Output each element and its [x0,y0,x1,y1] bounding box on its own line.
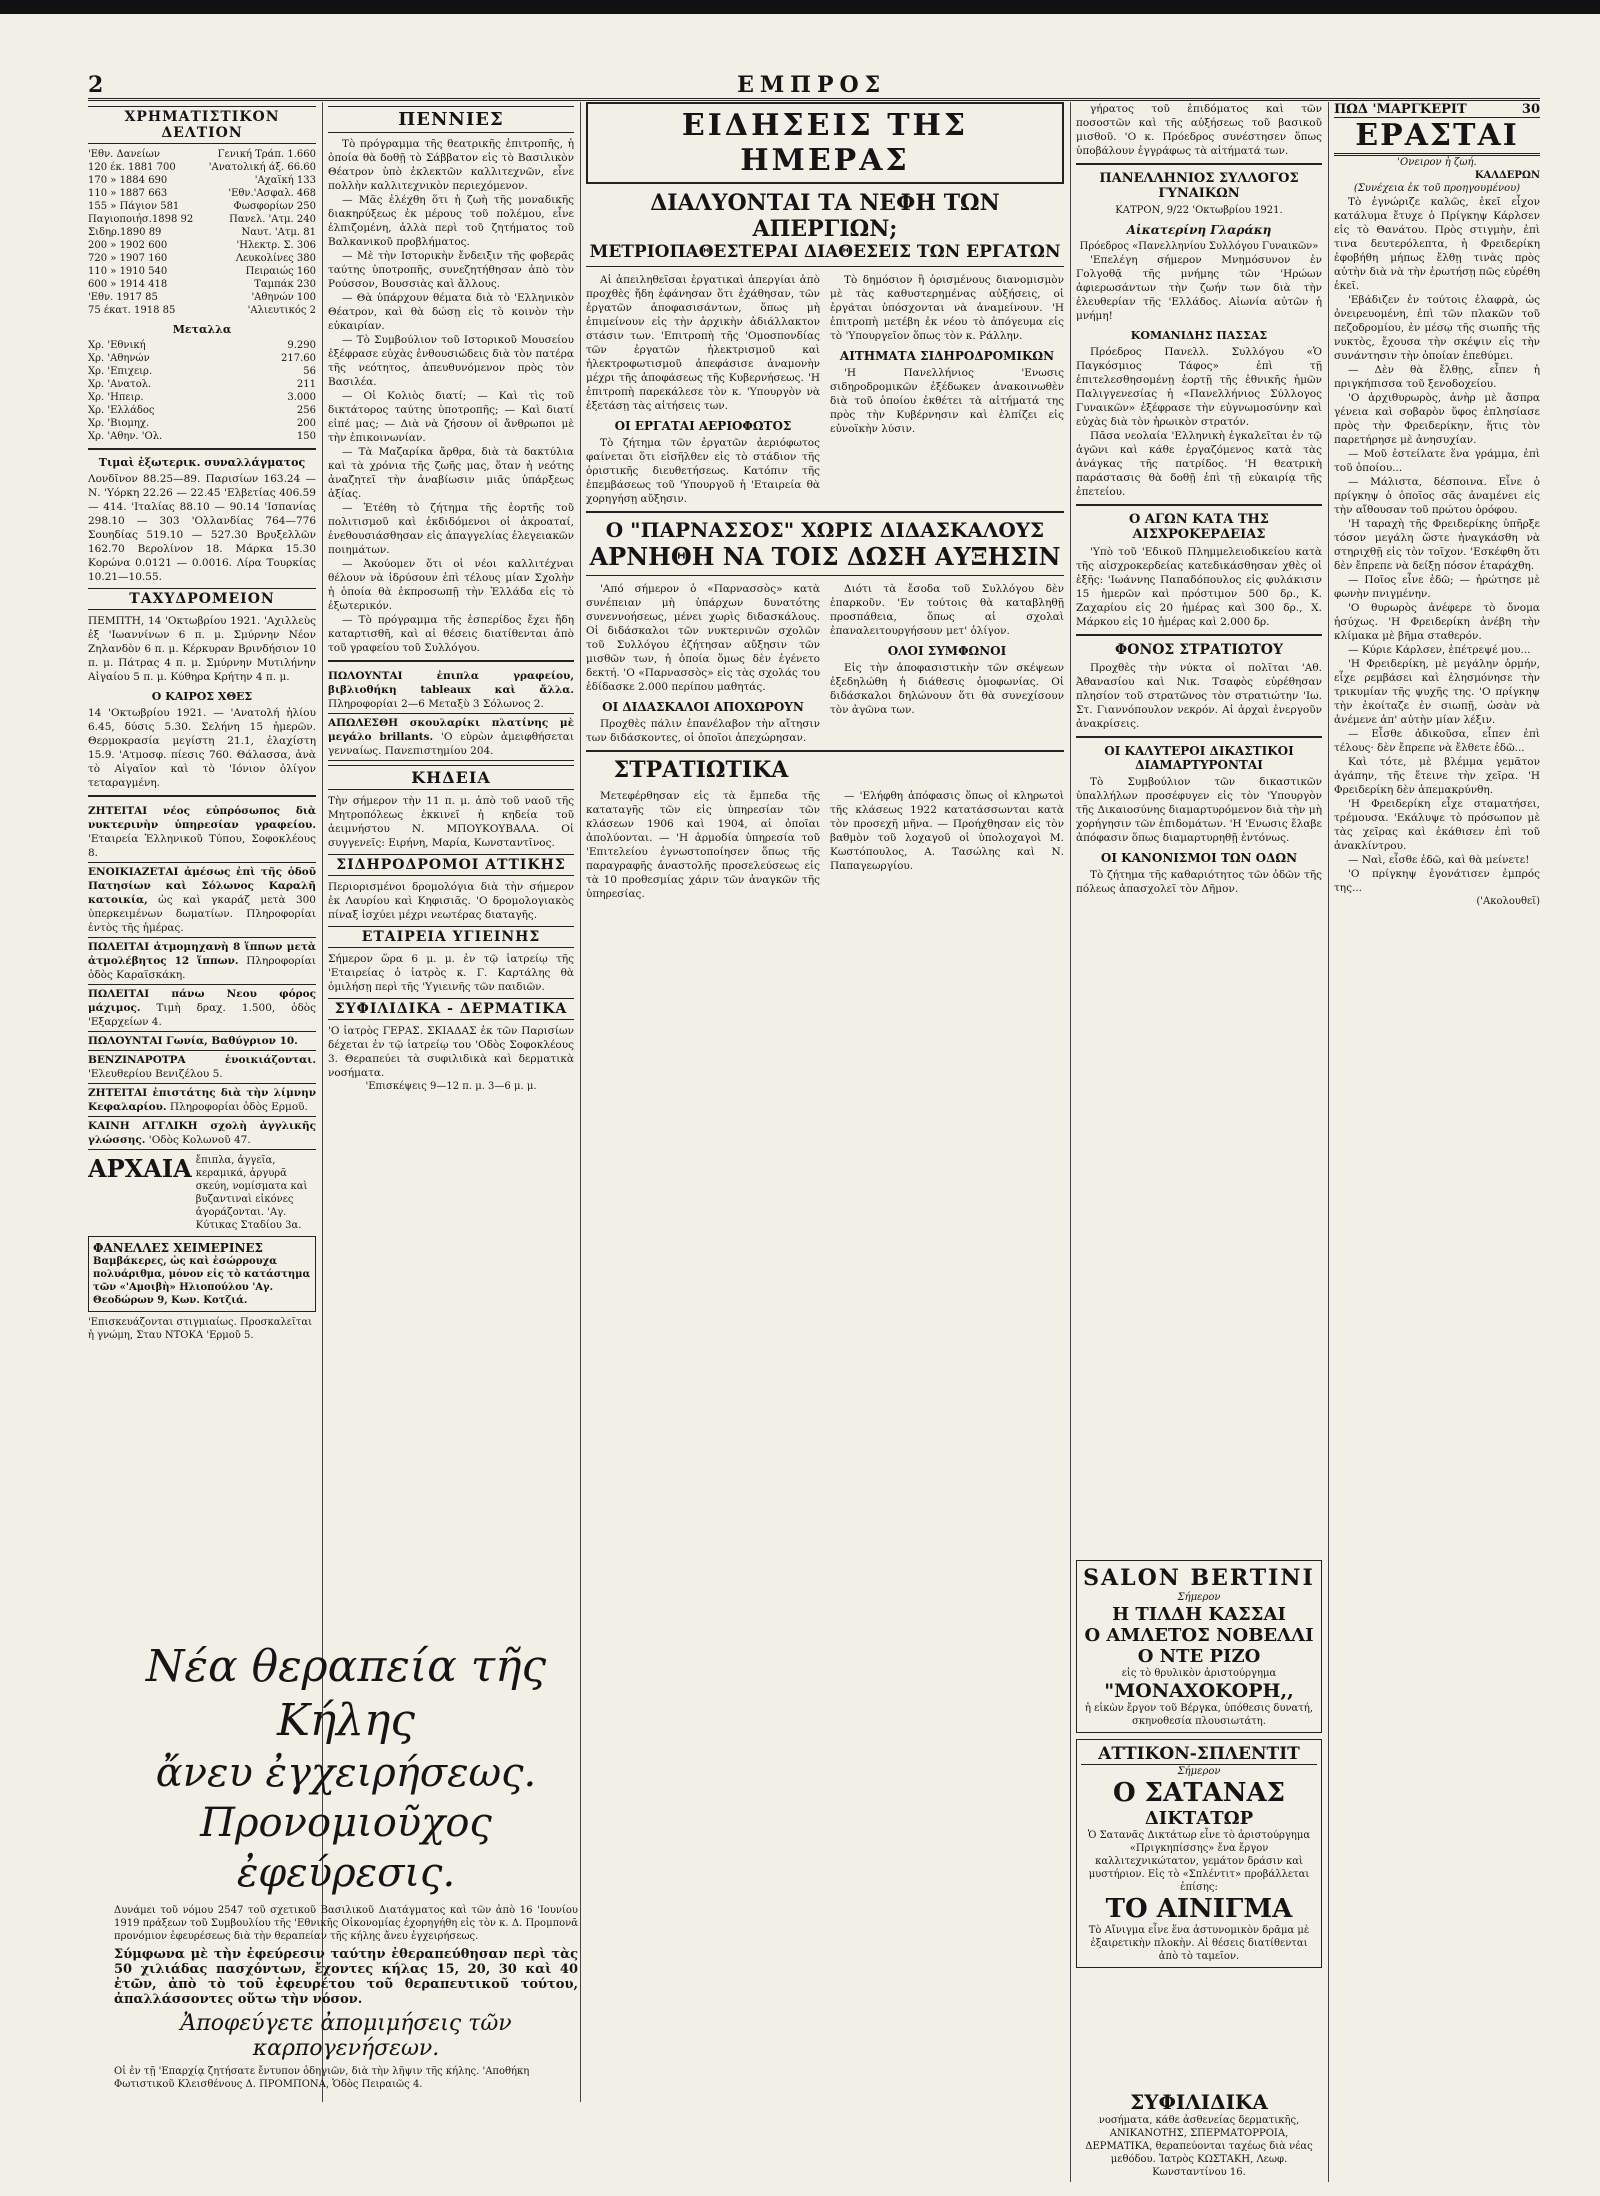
market-row-cell: 'Αλιευτικός 2 [247,305,316,316]
metals-row-cell: 256 [296,405,316,416]
metals-row [88,430,316,443]
metals-row-cell: Χρ. 'Ελλάδος [88,405,155,416]
market-row [88,200,316,213]
metals-row-cell: 217.60 [281,353,316,364]
market-row [88,252,316,265]
kedeia-text: Τὴν σήμερον τὴν 11 π. μ. ἀπὸ τοῦ ναοῦ τῆς Μητροπόλεως ἐκκινεῖ ἡ κηδεία τοῦ ἀειμνήστου Ν. ΜΠΟΥΚΟΥΒΑΛΑ. Οἱ συγγενεῖς: Ειρήνη, Μαρία, Κωνσταντῖνος. [328,795,574,849]
news-para-a: Αἱ ἀπειληθεῖσαι ἐργατικαὶ ἀπεργίαι ἀπὸ προχθὲς ἤδη ἐφάνησαν ὅτι ἐχάθησαν, τῶν ἐργατῶν ἀποφασισάντων, ὅπως μὴ ἐπιμείνουν εἰς τὴν ἀρχικὴν ἀδιάλλακτον στάσιν των. 'Επιτροπὴ τῆς 'Ομοσπονδίας τῶν ἐργατῶν ἠλεκτρισμοῦ καὶ ἡλεκτροφωτισμοῦ ἀπεφάσισε ἀναμονὴν μέχρι τῆς ἀποφάσεως τῆς Κυβερνήσεως. 'Η ἐπιτροπὴ παρεκάλεσε τὸν κ. 'Υπουργὸν νὰ ἐξετάσῃ τὰς αἰτήσεις των. [586,274,820,412]
market-row-cell: Γενική Τράπ. 1.660 [217,149,316,160]
fanelles-text: Βαμβάκερες, ὡς καὶ ἐσώρρουχα πολυάριθμα, μόνον εἰς τὸ κατάστημα τῶν «'Αμοιβὴ» Ηλιοπούλου 'Αγ. Θεοδώρων 9, Κων. Κοτζιά. [93,1256,311,1306]
weather-text: 14 'Οκτωβρίου 1921. — 'Ανατολή ἡλίου 6.45, δύσις 5.30. Σελήνη 15 ἡμερῶν. Θερμοκρασία μεγίστη 21.1, ἐλαχίστη 15.9. 'Ατμοσφ. πίεσις 760. Θάλασσα, ἀνὰ τὸ Αἰγαῖον καὶ τὸ 'Ιόνιον ὀλίγον τεταραγμένη. [88,707,316,789]
column-3 [586,102,1064,2102]
classified-title: ΠΩΛΕΙΤΑΙ πάνω Νεου φόρος μάχιμος. [88,988,316,1014]
metals-row-cell: 9.290 [287,340,316,351]
sub-teachers: ΟΙ ΔΙΔΑΣΚΑΛΟΙ ΑΠΟΧΩΡΟΥΝ [602,700,804,714]
fanelles-ad [88,1236,316,1312]
serial-paragraph: — Δὲν θὰ ἔλθῃς, εἶπεν ἡ πριγκήπισσα τοῦ ξενοδοχείου. [1334,364,1540,390]
judges-title: ΟΙ ΚΑΛΥΤΕΡΟΙ ΔΙΚΑΣΤΙΚΟΙ ΔΙΑΜΑΡΤΥΡΟΝΤΑΙ [1104,744,1294,772]
market-row [88,265,316,278]
syph2-title: ΣΥΦΙΛΙΔΙΚΑ [1130,2090,1268,2114]
salon-line-2: Ο ΑΜΛΕΤΟΣ ΝΟΒΕΛΛΙ [1084,1625,1314,1646]
news-banner: ΕΙΔΗΣΕΙΣ ΤΗΣ ΗΜΕΡΑΣ [681,108,969,178]
market-row [88,174,316,187]
metals-row-cell: 56 [303,366,316,377]
classified-body: 'Εταιρεία Ἐλληνικοῦ Τύπου, Σοφοκλέους 8. [88,833,316,859]
metals-table [88,339,316,443]
judges-text: Τὸ Συμβούλιον τῶν δικαστικῶν ὑπαλλήλων προσέφυγεν εἰς τὸν 'Υπουργὸν τῆς Δικαιοσύνης διαμαρτυρόμενον διὰ τὴν μὴ χορήγησιν τῶν ἐπιδομάτων. 'Η 'Ενωσις ἔλαβε ἀπόφασιν ὅπως διαμαρτυρηθῇ ἐντόνως. [1076,776,1322,844]
market-row-cell: 200 » 1902 600 [88,240,168,251]
attikon-when: Σήμερον [1177,1766,1221,1777]
section-title-market: ΧΡΗΜΑΤΙΣΤΙΚΟΝ ΔΕΛΤΙΟΝ [88,106,316,144]
market-row-cell: Λευκολίνες 380 [235,253,316,264]
parnassos-para-d: Διότι τὰ ἔσοδα τοῦ Συλλόγου δὲν ἐπαρκοῦν. 'Εν τούτοις θὰ καταβληθῇ προσπάθεια, ὅπως αἱ σχολαὶ ἐπαναλειτουργήσουν μετ' ὀλίγον. [830,583,1064,637]
market-row-cell: 'Αχαϊκή 133 [254,175,316,186]
syph2-ad [1076,2090,1322,2190]
small-ad-title: ΑΠΩΛΕΣΘΗ σκουλαρίκι πλατίνης μὲ μεγάλο brillants. [328,717,574,743]
anti-profiteering-title: Ο ΑΓΩΝ ΚΑΤΑ ΤΗΣ ΑΙΣΧΡΟΚΕΡΔΕΙΑΣ [1129,512,1269,542]
serial-paragraph: 'Η ταραχὴ τῆς Φρειδερίκης ὑπῆρξε τόσον μεγάλη ὥστε ἠναγκάσθη νὰ στηριχθῇ εἰς τὸν τοῖχον. 'Εσκέφθη ὅτι δὲν ἔπρεπε νὰ δείξῃ πόσον ἐταράχθη. [1334,518,1540,572]
ainigma-desc: Τὸ Αἴνιγμα εἶνε ἕνα ἀστυνομικὸν δρᾶμα μὲ ἐξαιρετικὴν πλοκὴν. Αἱ θέσεις διατίθενται ἀπὸ τὸ ταμεῖον. [1088,1925,1310,1962]
pennies-paragraph: — Τὸ πρόγραμμα τῆς ἑσπερίδος ἔχει ἤδη καταρτισθῆ, καὶ αἱ θέσεις διατίθενται ἀπὸ τοῦ γραφείου τοῦ Συλλόγου. [328,614,574,654]
serial-paragraph: — Μοῦ ἐστείλατε ἕνα γράμμα, ἐπὶ τοῦ ὁποίου... [1334,448,1540,474]
market-row-cell: Ταμπάκ 230 [254,279,316,290]
market-row-cell: Φωσφορίων 250 [233,201,316,212]
exchange-text: Λονδῖνον 88.25—89. Παρισίων 163.24 — Ν. 'Υόρκη 22.26 — 22.45 'Ελβετίας 406.59 — 414. 'Ιταλίας 88.10 — 90.14 'Ισπανίας 298.10 — 303 'Ολλανδίας 764—776 Σουηδίας 519.10 — 527.30 Βρυξελλῶν 162.70 Βερολίνον 18. Μάρκα 15.30 Κορώνα 0.0121 — 0.0016. Λίρα Τουρκίας 10.21—10.55. [88,473,316,583]
classified-list [88,802,316,1150]
syph-title: ΣΥΦΙΛΙΔΙΚΑ - ΔΕΡΜΑΤΙΚΑ [328,998,574,1020]
rail-text: Περιορισμένοι δρομολόγια διὰ τὴν σήμερον ἐκ Λαυρίου καὶ Κηφισιᾶς. 'Ο δρομολογιακὸς πίναξ ἰσχύει μέχρι νεωτέρας διαταγῆς. [328,881,574,921]
subheadline-workers: ΜΕΤΡΙΟΠΑΘΕΣΤΕΡΑΙ ΔΙΑΘΕΣΕΙΣ ΤΩΝ ΕΡΓΑΤΩΝ [586,242,1064,267]
market-row [88,161,316,174]
headline-strikes: ΔΙΑΛΥΟΝΤΑΙ ΤΑ ΝΕΦΗ ΤΩΝ ΑΠΕΡΓΙΩΝ; [650,190,1000,242]
salon-desc: ἡ εἰκὼν ἔργον τοῦ Βέργκα, ὑπόθεσις δυνατή, σκηνοθεσία πλουσιωτάτη. [1084,1703,1314,1727]
classified-title: ΖΗΤΕΙΤΑΙ ἐπιστάτης διὰ τὴν λίμνην Κεφαλαρίου. [88,1087,316,1113]
hernia-ad [114,1640,578,2124]
classified-item [88,938,316,985]
serial-end-note: ('Ακολουθεῖ) [1476,896,1540,907]
syph2-text: νοσήματα, κάθε ἀσθενείας δερματικῆς, ΑΝΙΚΑΝΟΤΗΣ, ΣΠΕΡΜΑΤΟΡΡΟΙΑ, ΔΕΡΜΑΤΙΚΑ, θεραπεύονται ταχέως διὰ νέας μεθόδου. Ἰατρὸς ΚΩΣΤΑΚΗ, Λεωφ. Κωνσταντίνου 16. [1085,2115,1313,2178]
hernia-body-1: Δυνάμει τοῦ νόμου 2547 τοῦ σχετικοῦ Βασιλικοῦ Διατάγματος καὶ τῶν ἀπὸ 16 'Ιουνίου 1919 πράξεων τοῦ Συμβουλίου τῆς 'Εθνικῆς Οἰκονομίας ἐχορηγήθη εἰς τὸν κ. Δ. Προμπονᾶ προνόμιον ἐφευρέσεως διὰ τὴν θεραπείαν τῆς κήλης ἄνευ ἐγχειρήσεως. [114,1905,578,1942]
parnassos-para-c: 'Από σήμερον ὁ «Παρνασσὸς» κατὰ συνέπειαν μὴ ὑπάρχων δυνατότης συνεννοήσεως, μένει χωρὶς διδασκάλους. Οἱ διδάσκαλοι τῶν νυκτερινῶν σχολῶν τοῦ Συλλόγου ἐζήτησαν αὔξησιν τῶν μισθῶν των, ἡ ὁποία ὅμως δὲν ἐγένετο δεκτή. 'Ο «Παρνασσὸς» εἰς τὰς σχολάς του ἐδίδασκε 2.000 περίπου μαθητάς. [586,583,820,693]
small-ad-body: Πληροφορίαι 2—6 Μεταξὺ 3 Σόλωνος 2. [328,698,544,710]
hygiene-title: ΕΤΑΙΡΕΙΑ ΥΓΙΕΙΝΗΣ [328,926,574,948]
classified-item [88,1032,316,1051]
pennies-text [328,137,574,655]
club-title: ΠΑΝΕΛΛΗΝΙΟΣ ΣΥΛΛΟΓΟΣ ΓΥΝΑΙΚΩΝ [1099,171,1299,201]
classified-title: ΒΕΝΖΙΝΑΡΟΤΡΑ ἐνοικιάζονται. [88,1054,316,1066]
pennies-paragraph: — Ἀκούομεν ὅτι οἱ νέοι καλλιτέχναι θέλουν νὰ ἱδρύσουν ἐπὶ τέλους μίαν Σχολὴν ἡ ὁποία θὰ ἐκπροσωπῇ τὴν Ἑλλάδα εἰς τὸ ἐξωτερικόν. [328,558,574,612]
sub-agree-text: Εἰς τὴν ἀποφασιστικὴν τῶν σκέψεων ἐξεδηλώθη ἡ διάθεσις ὁμοφωνίας. Οἱ διδάσκαλοι δηλώνουν ὅτι θὰ συνεχίσουν τὸν ἀγῶνα των. [830,662,1064,716]
classified-item [88,1051,316,1084]
pennies-title: ΠΕΝΝΙΕΣ [328,106,574,133]
attikon-ad [1076,1739,1322,1968]
metals-row-cell: 200 [296,418,316,429]
hernia-line-3: Προνομιοῦχος ἐφεύρεσις. [200,1800,492,1896]
hernia-line-1: Νέα θεραπεία τῆς Κήλης [145,1641,547,1746]
serial-paragraph: 'Η Φρειδερίκη, μὲ μεγάλην ὁρμήν, εἶχε ρεμβάσει καὶ ἐλησμόνησε τὴν τρικυμίαν τῆς ψυχῆς της. 'Ο πρίγκηψ τὴν ἐκοίταζε ἐν σιωπῇ, ὡσὰν νὰ ἀνέμενε ἀπ' αὐτὴν μίαν λέξιν. [1334,658,1540,726]
market-row-cell: 120 έκ. 1881 700 [88,162,176,173]
club-signature: ΚΟΜΑΝΙΔΗΣ ΠΑΣΣΑΣ [1130,329,1268,342]
pennies-paragraph: — Μὲ τὴν Ιστορικὴν ἔνδειξιν τῆς φοβερᾶς ταύτης ὑποτροπῆς, συνεζητήθησαν ἀπὸ τὸν Ρούσσον, Βουσσιὰς καὶ ἄλλους. [328,250,574,290]
ainigma-title: ΤΟ ΑΙΝΙΓΜΑ [1105,1894,1293,1924]
market-row-cell: 720 » 1907 160 [88,253,168,264]
market-row-cell: 110 » 1887 663 [88,188,168,199]
archaia-text: ἔπιπλα, ἀγγεῖα, κεραμικά, ἀργυρᾶ σκεύη, νομίσματα καὶ βυζαντιναὶ εἰκόνες ἀγοράζονται. 'Αγ. Κύτικας Σταδίου 3α. [195,1155,308,1231]
serial-paragraph: — Ποῖος εἶνε ἐδῶ; — ἠρώτησε μὲ φωνὴν πνιγμένην. [1334,574,1540,600]
classified-item [88,802,316,863]
serial-paragraph: 'Ο θυρωρὸς ἀνέφερε τὸ ὄνομα ἡσύχως. 'Η Φρειδερίκη ἀνέβη τὴν κλίμακα μὲ βῆμα σταθερόν. [1334,602,1540,642]
news-para-b: Τὸ δημόσιον ἢ ὁρισμένους διανομισμὸν μὲ τὰς καθυστερημένας αὐξήσεις, οἱ ἐργάται ὑπόσχονται νὰ ἀναμείνουν. 'Η ἐπιτροπὴ μετέβη ἐκ νέου τὸ ἀπόγευμα εἰς τὸ 'Υπουργεῖον ὅπως τὸν κ. Ράλλην. [830,274,1064,342]
market-row-cell: Πανελ. 'Ατμ. 240 [229,214,316,225]
metals-row-cell: Χρ. 'Επιχειρ. [88,366,153,377]
serial-paragraph: Καὶ τότε, μὲ βλέμμα γεμᾶτον ἀγάπην, τῆς ἔτεινε τὴν χεῖρα. 'Η Φρειδερίκη δὲν ἀπεμακρύνθη. [1334,756,1540,796]
market-row-cell: 170 » 1884 690 [88,175,168,186]
club-text: 'Επελέγη σήμερον Μνημόσυνον ἐν Γολγοθᾷ τῆς μνήμης τῶν 'Ηρώων ἀφιερωσάντων τὴν ζωήν των διὰ τὴν ἐλευθερίαν τῆς 'Ελλάδος. Αἰωνία αὐτῶν ἡ μνήμη! [1076,254,1322,322]
headline-parnassos: Ο "ΠΑΡΝΑΣΣΟΣ" ΧΩΡΙΣ ΔΙΔΑΣΚΑΛΟΥΣ [605,518,1045,542]
metals-row-cell: Χρ. 'Εθνική [88,340,146,351]
metals-row [88,339,316,352]
small-ad [328,667,574,714]
syph-hours: 'Επισκέψεις 9—12 π. μ. 3—6 μ. μ. [365,1081,537,1092]
hernia-line-2: ἄνευ ἐγχειρήσεως. [155,1750,537,1796]
market-row [88,213,316,226]
metals-row-cell: Χρ. 'Ανατολ. [88,379,152,390]
classified-item [88,1084,316,1117]
hernia-warning: Ἀποφεύγετε ἀπομιμήσεις τῶν καρπογενήσεων. [180,2011,512,2061]
serial-paragraph: Τὸ ἐγνώριζε καλῶς, ἐκεῖ εἶχον κατάλυμα ἔτυχε ὁ Πρίγκηψ Κάρλσεν εἰς τὸ Θανάτου. Πρὸς στιγμὴν, ἐπὶ τινα δευτερόλεπτα, ἡ Φρειδερίκη ἐφοβήθη μήπως ἔλθῃ τινὰς πρὸς αὐτὴν διὰ νὰ τὴν ἐρωτήσῃ πῶς εὑρέθη ἐκεῖ. [1334,196,1540,292]
salon-title: SALON BERTINI [1083,1565,1315,1591]
metals-row [88,378,316,391]
metals-row [88,404,316,417]
market-row [88,226,316,239]
salon-line-3: Ο ΝΤΕ ΡΙΖΟ [1137,1646,1261,1667]
small-ad [328,714,574,761]
last-note: 'Επισκευάζονται στιγμιαίως. Προσκαλεῖται ἡ γνώμη, Σταυ ΝΤΟΚΑ 'Ερμοῦ 5. [88,1317,313,1341]
metals-row [88,417,316,430]
sub-gasworkers: ΟΙ ΕΡΓΑΤΑΙ ΑΕΡΙΟΦΩΤΟΣ [614,419,792,433]
market-row-cell: 'Ανατολική άξ. 66.60 [208,162,316,173]
pennies-paragraph: — Τὸ Συμβούλιον τοῦ Ιστορικοῦ Μουσείου ἐξέφρασε εὐχὰς ἐνθουσιώδεις διὰ τὸν πατέρα τῆς νεότητος, ἀπευθυνόμενον πρὸς τὸν Βασιλέα. [328,334,574,388]
market-row-cell: 'Ηλεκτρ. Σ. 306 [236,240,316,251]
serial-continued: (Συνέχεια ἐκ τοῦ προηγουμένου) [1353,183,1521,194]
sub-gasworkers-text: Τὸ ζήτημα τῶν ἐργατῶν ἀεριόφωτος φαίνεται ὅτι εἰσῆλθεν εἰς τὸ στάδιον τῆς ὁριστικῆς διευθετήσεως. Κατόπιν τῆς ἐπεμβάσεως τοῦ 'Υπουργοῦ ἡ 'Εταιρεία θὰ χορηγήσῃ αὔξησιν. [586,437,820,505]
sub-railway: ΑΙΤΗΜΑΤΑ ΣΙΔΗΡΟΔΡΟΜΙΚΩΝ [839,349,1055,363]
pennies-paragraph: — Μᾶς ἐλέχθη ὅτι ἡ ζωὴ τῆς μοναδικῆς διακηρύξεως ἐκ μέρους τοῦ πολέμου, εἶνε ἐλπιζομένη, ἀλλὰ περὶ τοῦ ζητήματος τοῦ Βαλκανικοῦ προβλήματος. [328,194,574,248]
club-text-2: Πρόεδρος Πανελλ. Συλλόγου «Ὁ Παγκόσμιος Τάφος» ἐπὶ τῇ ἐπιτελεσθησομένῃ ἑορτῇ τῆς ἐθνικῆς ἡμῶν Παλιγγενεσίας ἡ «Πανελλήνιος Σύλλογος Γυναικῶν» ἐξέφρασε τὴν εὐγνωμοσύνην καὶ εὐχὰς διὰ τὸν ἡρωικὸν στρατόν. [1076,346,1322,428]
market-row-cell: 155 » Πάγιον 581 [88,201,180,212]
attikon-title: ΑΤΤΙΚΟΝ-ΣΠΛΕΝΤΙΤ [1081,1744,1317,1765]
metals-row-cell: 150 [296,431,316,442]
classified-body: Πληροφορίαι ὁδὸς Καραϊσκάκη. [88,955,316,981]
pennies-paragraph: — Τὰ Μαζαρίκα ἄρθρα, διὰ τὰ δακτύλια καὶ τὰ χρόνια τῆς ζωῆς μας, ὅταν ἡ νεότης ἀναζητεῖ τὴν ἀναβίωσιν μιᾶς ὑπάρξεως ἀξίας. [328,446,574,500]
market-row-cell: Σιδηρ.1890 89 [88,227,162,238]
classified-body: ὡς καὶ γκαράζ μετὰ 300 ὑπερκειμένων δωματίων. Πληροφορίαι ἐντὸς τῆς ἡμέρας. [88,894,316,934]
sub-teachers-text: Προχθὲς πάλιν ἐπανέλαβον τὴν αἴτησιν των διδάσκοντες, οἱ ὁποῖοι ἀπεχώρησαν. [586,718,820,744]
hernia-contact: Οἱ ἐν τῇ 'Επαρχίᾳ ζητήσατε ἔντυπον ὁδηγιῶν, διὰ τὴν λῆψιν τῆς κήλης. 'Αποθήκη Φωτιστικοῦ Κλεισθένους Δ. ΠΡΟΜΠΟΝΑ, Ὁδὸς Πειραιῶς 4. [114,2066,530,2090]
market-row [88,148,316,161]
syph-text: 'Ο ἰατρὸς ΓΕΡΑΣ. ΣΚΙΑΔΑΣ ἐκ τῶν Παρισίων δέχεται ἐν τῷ ἰατρείῳ του 'Οδὸς Σοφοκλέους 3. Θεραπεύει τὰ συφιλιδικὰ καὶ δερματικὰ νοσήματα. [328,1025,574,1079]
market-row-cell: Πειραιώς 160 [245,266,316,277]
classified-title: ΕΝΟΙΚΙΑΖΕΤΑΙ ἀμέσως ἐπὶ τῆς ὁδοῦ Πατησίων καὶ Σόλωνος Καραλῆ κατοικία, [88,866,316,906]
metals-row-cell: Χρ. 'Αθην. 'Ολ. [88,431,163,442]
market-row-cell: Παγιοποιήσ.1898 92 [88,214,194,225]
small-ad-body: 'Ο εὑρὼν ἀμειφθήσεται γενναίως. Πανεπιστημίου 204. [328,731,574,757]
serial-paragraph: — Εἶσθε ἀδικοῦσα, εἶπεν ἐπὶ τέλους· δὲν ἔπρεπε νὰ ἔλθετε ἐδῶ... [1334,728,1540,754]
streets-text: Τὸ ζήτημα τῆς καθαριότητος τῶν ὁδῶν τῆς πόλεως ἀπασχολεῖ τὸν Δῆμον. [1076,869,1322,895]
salon-bertini-ad [1076,1560,1322,1733]
column-1 [88,102,316,1632]
market-row-cell: 110 » 1910 540 [88,266,168,277]
column-rule [1328,102,1329,2182]
column-rule [580,102,581,2102]
metals-row [88,391,316,404]
col4-top-text: γήρατος τοῦ ἐπιδόματος καὶ τῶν ποσοστῶν καὶ τῆς αὐξήσεως τοῦ βασικοῦ μισθοῦ. 'Ο κ. Πρόεδρος συνέστησεν ὅπως ὑποβάλουν ἐγγράφως τὰ αἰτήματά των. [1076,103,1322,157]
classified-item [88,863,316,938]
serial-header [1334,102,1540,118]
mail-title: ΤΑΧΥΔΡΟΜΕΙΟΝ [88,588,316,610]
serial-paragraph: — Κύριε Κάρλσεν, ἐπέτρεψέ μου... [1348,644,1531,656]
serial-title: ΕΡΑΣΤΑΙ [1334,118,1540,156]
fanelles-title: ΦΑΝΕΛΛΕΣ ΧΕΙΜΕΡΙΝΕΣ [93,1241,264,1255]
metals-row-cell: Χρ. 'Αθηνών [88,353,150,364]
page-header [88,72,1540,101]
classified-body: Πληροφορίαι ὁδὸς Ερμοῦ. [166,1101,308,1113]
column-2 [328,102,574,1632]
market-row [88,304,316,317]
sub-railway-text: 'Η Πανελλήνιος 'Ενωσις σιδηροδρομικῶν ἐξέδωκεν ἀνακοινωθὲν διὰ τοῦ ὁποίου ἐκθέτει τὰ αἰτήματά της πρὸς τὴν Κυβέρνησιν καὶ ἐλπίζει εἰς εὐνοϊκὴν λύσιν. [830,367,1064,435]
market-row-cell: 'Εθν. Δανείων [88,149,160,160]
club-role: Πρόεδρος «Πανελληνίου Συλλόγου Γυναικῶν» [1079,241,1319,252]
market-row [88,187,316,200]
serial-paragraph: — Μάλιστα, δέσποινα. Εἶνε ὁ πρίγκηψ ὁ ὁποῖος σᾶς ἀναμένει εἰς τὴν αἴθουσαν τοῦ πρώτου ὀρόφου. [1334,476,1540,516]
classified-item [88,1117,316,1150]
attikon-desc: Ὁ Σατανᾶς Δικτάτωρ εἶνε τὸ ἀριστούργημα «Πριγκηπίσσης» ἔνα ἔργον καλλιτεχνικώτατον, γεμάτον δράσιν καὶ μυστήριον. Εἰς τὸ «Σπλέντιτ» προβάλλεται ἐπίσης: [1087,1830,1311,1893]
military-title: ΣΤΡΑΤΙΩΤΙΚΑ [613,757,789,783]
masthead: ΕΜΠΡΟΣ [737,72,887,98]
sub-agree: ΟΛΟΙ ΣΥΜΦΩΝΟΙ [887,644,1007,658]
small-ad-title: ΠΩΛΟΥΝΤΑΙ ἐπιπλα γραφείου, βιβλιοθήκη tableaux καὶ ἄλλα. [328,670,574,696]
kinema-text: Πᾶσα νεολαία 'Ελληνικὴ ἐγκαλεῖται ἐν τῷ ἀγῶνι καὶ κάθε ἐργαζόμενος κατὰ τὰς ἀνάγκας τῆς πατρίδος. 'Η θεατρικὴ παράστασις θὰ δοθῇ ἐπὶ τῇ εὐκαιρίᾳ τῆς ἐπετείου. [1076,430,1322,498]
market-row [88,291,316,304]
salon-line-1: Η ΤΙΛΔΗ ΚΑΣΣΑΙ [1112,1604,1286,1625]
top-black-band [0,0,1600,14]
metals-row [88,365,316,378]
classified-title: ΠΩΛΕΙΤΑΙ ἀτμομηχανὴ 8 ἵππων μετὰ ἀτμολέβητος 12 ἵππων. [88,941,316,967]
cinema-ads [1076,1560,1322,2080]
serial-subtitle: 'Ονειρον ἡ ζωή. [1397,157,1477,168]
pennies-paragraph: Τὸ πρόγραμμα τῆς θεατρικῆς ἐπιτροπῆς, ἡ ὁποία θὰ δοθῇ τὸ Σάββατον εἰς τὸ Βασιλικὸν Θέατρον ὑπὸ ἐκλεκτῶν καλλιτεχνῶν, εἶνε πολλὴν καλλιτεχνικὸν περιεχόμενον. [328,138,574,192]
pennies-paragraph: — Οἱ Κολιὸς διατί; — Καὶ τὶς τοῦ δικτάτορος ταύτης ὑποτροπῆς; — Καὶ διατί εἰπέ μας; — Διὰ νὰ ζήσουν οἱ ἄνθρωποι μὲ τὴν ἐπικοινωνίαν. [328,390,574,444]
serial-paragraph: 'Η Φρειδερίκη εἶχε σταματήσει, τρέμουσα. 'Εκάλυψε τὸ πρόσωπον μὲ τὰς χεῖρας καὶ ἐκάθισεν ἐπὶ τοῦ ἀνακλίντρου. [1334,798,1540,852]
column-rule [1070,102,1071,2182]
classified-title: ΖΗΤΕΙΤΑΙ νέος εὐπρόσωπος διὰ νυκτερινὴν ὑπηρεσίαν γραφείου. [88,805,316,831]
news-banner-box [586,102,1064,184]
metals-title: Μεταλλα [172,323,232,336]
hernia-body-2: Σύμφωνα μὲ τὴν ἐφεύρεσιν ταύτην ἐθεραπεύθησαν περὶ τὰς 50 χιλιάδας πασχόντων, ἔχοντες κήλας 15, 20, 30 καὶ 40 ἐτῶν, ἀπὸ τὸ τοῦ ἐφευρέτου τοῦ θεραπευτικοῦ τούτου, ἀπαλλάσσοντες οὕτω τὴν νόσον. [114,1947,578,2007]
club-date: ΚΑΤΡΟΝ, 9/22 'Οκτωβρίου 1921. [1115,205,1283,216]
subheadline-parnassos: ΑΡΝΗΘΗ ΝΑ ΤΟΙΣ ΔΩΣΗ ΑΥΞΗΣΙΝ [586,542,1064,576]
streets-title: ΟΙ ΚΑΝΟΝΙΣΜΟΙ ΤΩΝ ΟΔΩΝ [1100,851,1298,865]
serial-header-left: ΠΩΔ 'ΜΑΡΓΚΕΡΙΤ [1334,102,1467,117]
attikon-sub: ΔΙΚΤΑΤΩΡ [1144,1808,1254,1829]
murder-text: Προχθὲς τὴν νύκτα οἱ πολῖται 'Αθ. Ἀθανασίου καὶ Νικ. Τσαφὸς εὑρέθησαν πλησίον τοῦ στρατῶνος τὸν στρατιώτην 'Ιω. Στ. Γιαννόπουλον νεκρόν. Αἱ ἀρχαὶ ἐνεργοῦν ἀνακρίσεις. [1076,662,1322,730]
classified-title: ΚΑΙΝΗ ΑΓΓΛΙΚΗ σχολὴ ἀγγλικῆς γλώσσης. [88,1120,316,1146]
market-row-cell: 600 » 1914 418 [88,279,168,290]
archaia-title: ΑΡΧΑΙΑ [88,1154,192,1183]
market-row [88,278,316,291]
classified-item [88,985,316,1032]
serial-paragraph: 'Εβάδιζεν ἐν τούτοις ἐλαφρὰ, ὡς ὀνειρευομένη, ἐπὶ τῶν πλακῶν τοῦ πεζοδρομίου, ἐν μέσῳ τῆς σιωπῆς τῆς νυκτὸς, ἔχουσα τὴν σκέψιν εἰς τὴν συνάντησιν τὴν ὁποίαν ἐπεθύμει. [1334,294,1540,362]
market-row-cell: 'Εθν.'Ασφαλ. 468 [228,188,316,199]
market-row-cell: 75 έκατ. 1918 85 [88,305,176,316]
serial-header-right: 30 [1521,102,1540,117]
attikon-film: Ο ΣΑΤΑΝΑΣ [1112,1778,1286,1808]
market-table [88,148,316,317]
metals-row-cell: Χρ. 'Ηπειρ. [88,392,144,403]
rail-title: ΣΙΔΗΡΟΔΡΟΜΟΙ ΑΤΤΙΚΗΣ [328,854,574,876]
salon-film: "ΜΟΝΑΧΟΚΟΡΗ,, [1104,1680,1294,1702]
metals-row-cell: 211 [296,379,316,390]
market-row [88,239,316,252]
weather-title: Ο ΚΑΙΡΟΣ ΧΘΕΣ [151,690,253,703]
mail-text: ΠΕΜΠΤΗ, 14 'Οκτωβρίου 1921. 'Αχιλλεὺς ἐξ 'Ιωαννίνων 6 π. μ. Σμύρνην Νέον Ζηλανδὸν 6 π. μ. Κέρκυραν Βρινδήσιον 10 π. μ. Πάτρας 4 π. μ. Σμύρνην Μυτιλήνην Αἰγαίου 5 π. μ. Κύθηρα Κρήτην 4 π. μ. [88,615,316,683]
salon-when: Σήμερον [1177,1592,1221,1603]
page-number: 2 [88,72,104,98]
market-row-cell: 'Αθηνών 100 [251,292,316,303]
metals-row [88,352,316,365]
exchange-title: Τιμαὶ ἐξωτερικ. συναλλάγματος [98,456,306,469]
classified-body: 'Ελευθερίου Βενιζέλου 5. [88,1068,223,1080]
classified-body: 'Οδὸς Κολωνοῦ 47. [145,1134,251,1146]
column-5 [1334,102,1540,1922]
market-row-cell: 'Εθν. 1917 85 [88,292,158,303]
club-name: Αἰκατερίνη Γλαράκη [1126,223,1272,237]
market-row-cell: Ναυτ. 'Ατμ. 81 [241,227,316,238]
metals-row-cell: Χρ. 'Βιομηχ. [88,418,150,429]
serial-paragraph: 'Ο πρίγκηψ ἐγονάτισεν ἐμπρός της... [1334,868,1540,894]
archaia-ad [88,1154,316,1232]
salon-small: εἰς τὸ θρυλικὸν ἀριστούργημα [1121,1668,1277,1679]
serial-paragraph: — Ναὶ, εἶσθε ἐδῶ, καὶ θὰ μείνετε! [1348,854,1530,866]
small-ads [328,667,574,761]
serial-paragraph: 'Ο ἀρχιθυρωρὸς, ἀνὴρ μὲ ἄσπρα γένεια καὶ σοβαρὸν ὕφος ἐπλησίασε πρὸς τὴν Φρειδερίκην, ἥτις τὸν παρετήρησε μὲ ἀνησυχίαν. [1334,392,1540,446]
serial-author: ΚΑΛΔΕΡΩΝ [1474,170,1540,181]
classified-body: Τιμὴ δραχ. 1.500, ὁδὸς 'Εξαρχείων 4. [88,1002,316,1028]
serial-text [1334,195,1540,895]
classified-title: ΠΩΛΟΥΝΤΑΙ Γωνία, Βαθύγριον 10. [88,1035,298,1047]
murder-title: ΦΟΝΟΣ ΣΤΡΑΤΙΩΤΟΥ [1115,642,1283,658]
anti-profiteering-text: 'Υπὸ τοῦ 'Εδικοῦ Πλημμελειοδικείου κατὰ τῆς αἰσχροκερδείας κατεδικάσθησαν χθὲς οἱ ἑξῆς: 'Ιωάννης Παπαδόπουλος εἰς φυλάκισιν 15 ἡμερῶν καὶ πρόστιμον 500 δρ., Κ. Ζαχαρίου εἰς 20 ἡμέρας καὶ 300 δρ., Χ. Μάρκου εἰς 10 ἡμέρας καὶ 2.000 δρ. [1076,546,1322,628]
military-text-2: — 'Ελήφθη ἀπόφασις ὅπως οἱ κληρωτοὶ τῆς κλάσεως 1922 κατατάσσωνται κατὰ τὸν προσεχῆ μῆνα. — Προήχθησαν εἰς τὸν βαθμὸν τοῦ λοχαγοῦ οἱ ὑπολοχαγοὶ Μ. Κωστόπουλος, Α. Τασώλης καὶ Ν. Παπαγεωργίου. [830,790,1064,872]
military-text: Μετεφέρθησαν εἰς τὰ ἔμπεδα τῆς καταταγῆς τῶν εἰς ὑπηρεσίαν τῶν κλάσεων 1906 καὶ 1904, αἱ ὁποῖαι ἀπολύονται. — 'Η ἁρμοδία ὑπηρεσία τοῦ 'Επιτελείου ἐγνωστοποίησεν ὅπως τῆς παραγραφῆς ἀναστολῆς προσελεύσεως εἰς τὰ 10 προθεσμίας χάριν τῶν ἀναγκῶν τῆς ὑπηρεσίας. [586,790,820,900]
hygiene-text: Σήμερον ὥρα 6 μ. μ. ἐν τῷ ἰατρείῳ τῆς 'Εταιρείας ὁ ἰατρὸς κ. Γ. Καρτάλης θὰ ὁμιλήσῃ περὶ τῆς 'Υγιεινῆς τῶν παιδιῶν. [328,953,574,993]
pennies-paragraph: — Ἐτέθη τὸ ζήτημα τῆς ἑορτῆς τοῦ πολιτισμοῦ καὶ ἐκδιδόμενοι οἱ ἀκροαταί, ἐνεθουσιάσθησαν εἰς ἀπαγγελίας ἐλεγειακῶν ποιημάτων. [328,502,574,556]
pennies-paragraph: — Θὰ ὑπάρχουν θέματα διὰ τὸ 'Ελληνικὸν Θέατρον, καὶ θὰ δώσῃ εἰς τὸ κοινὸν τὴν εὐκαιρίαν. [328,292,574,332]
metals-row-cell: 3.000 [287,392,316,403]
kedeia-title: ΚΗΔΕΙΑ [328,765,574,790]
